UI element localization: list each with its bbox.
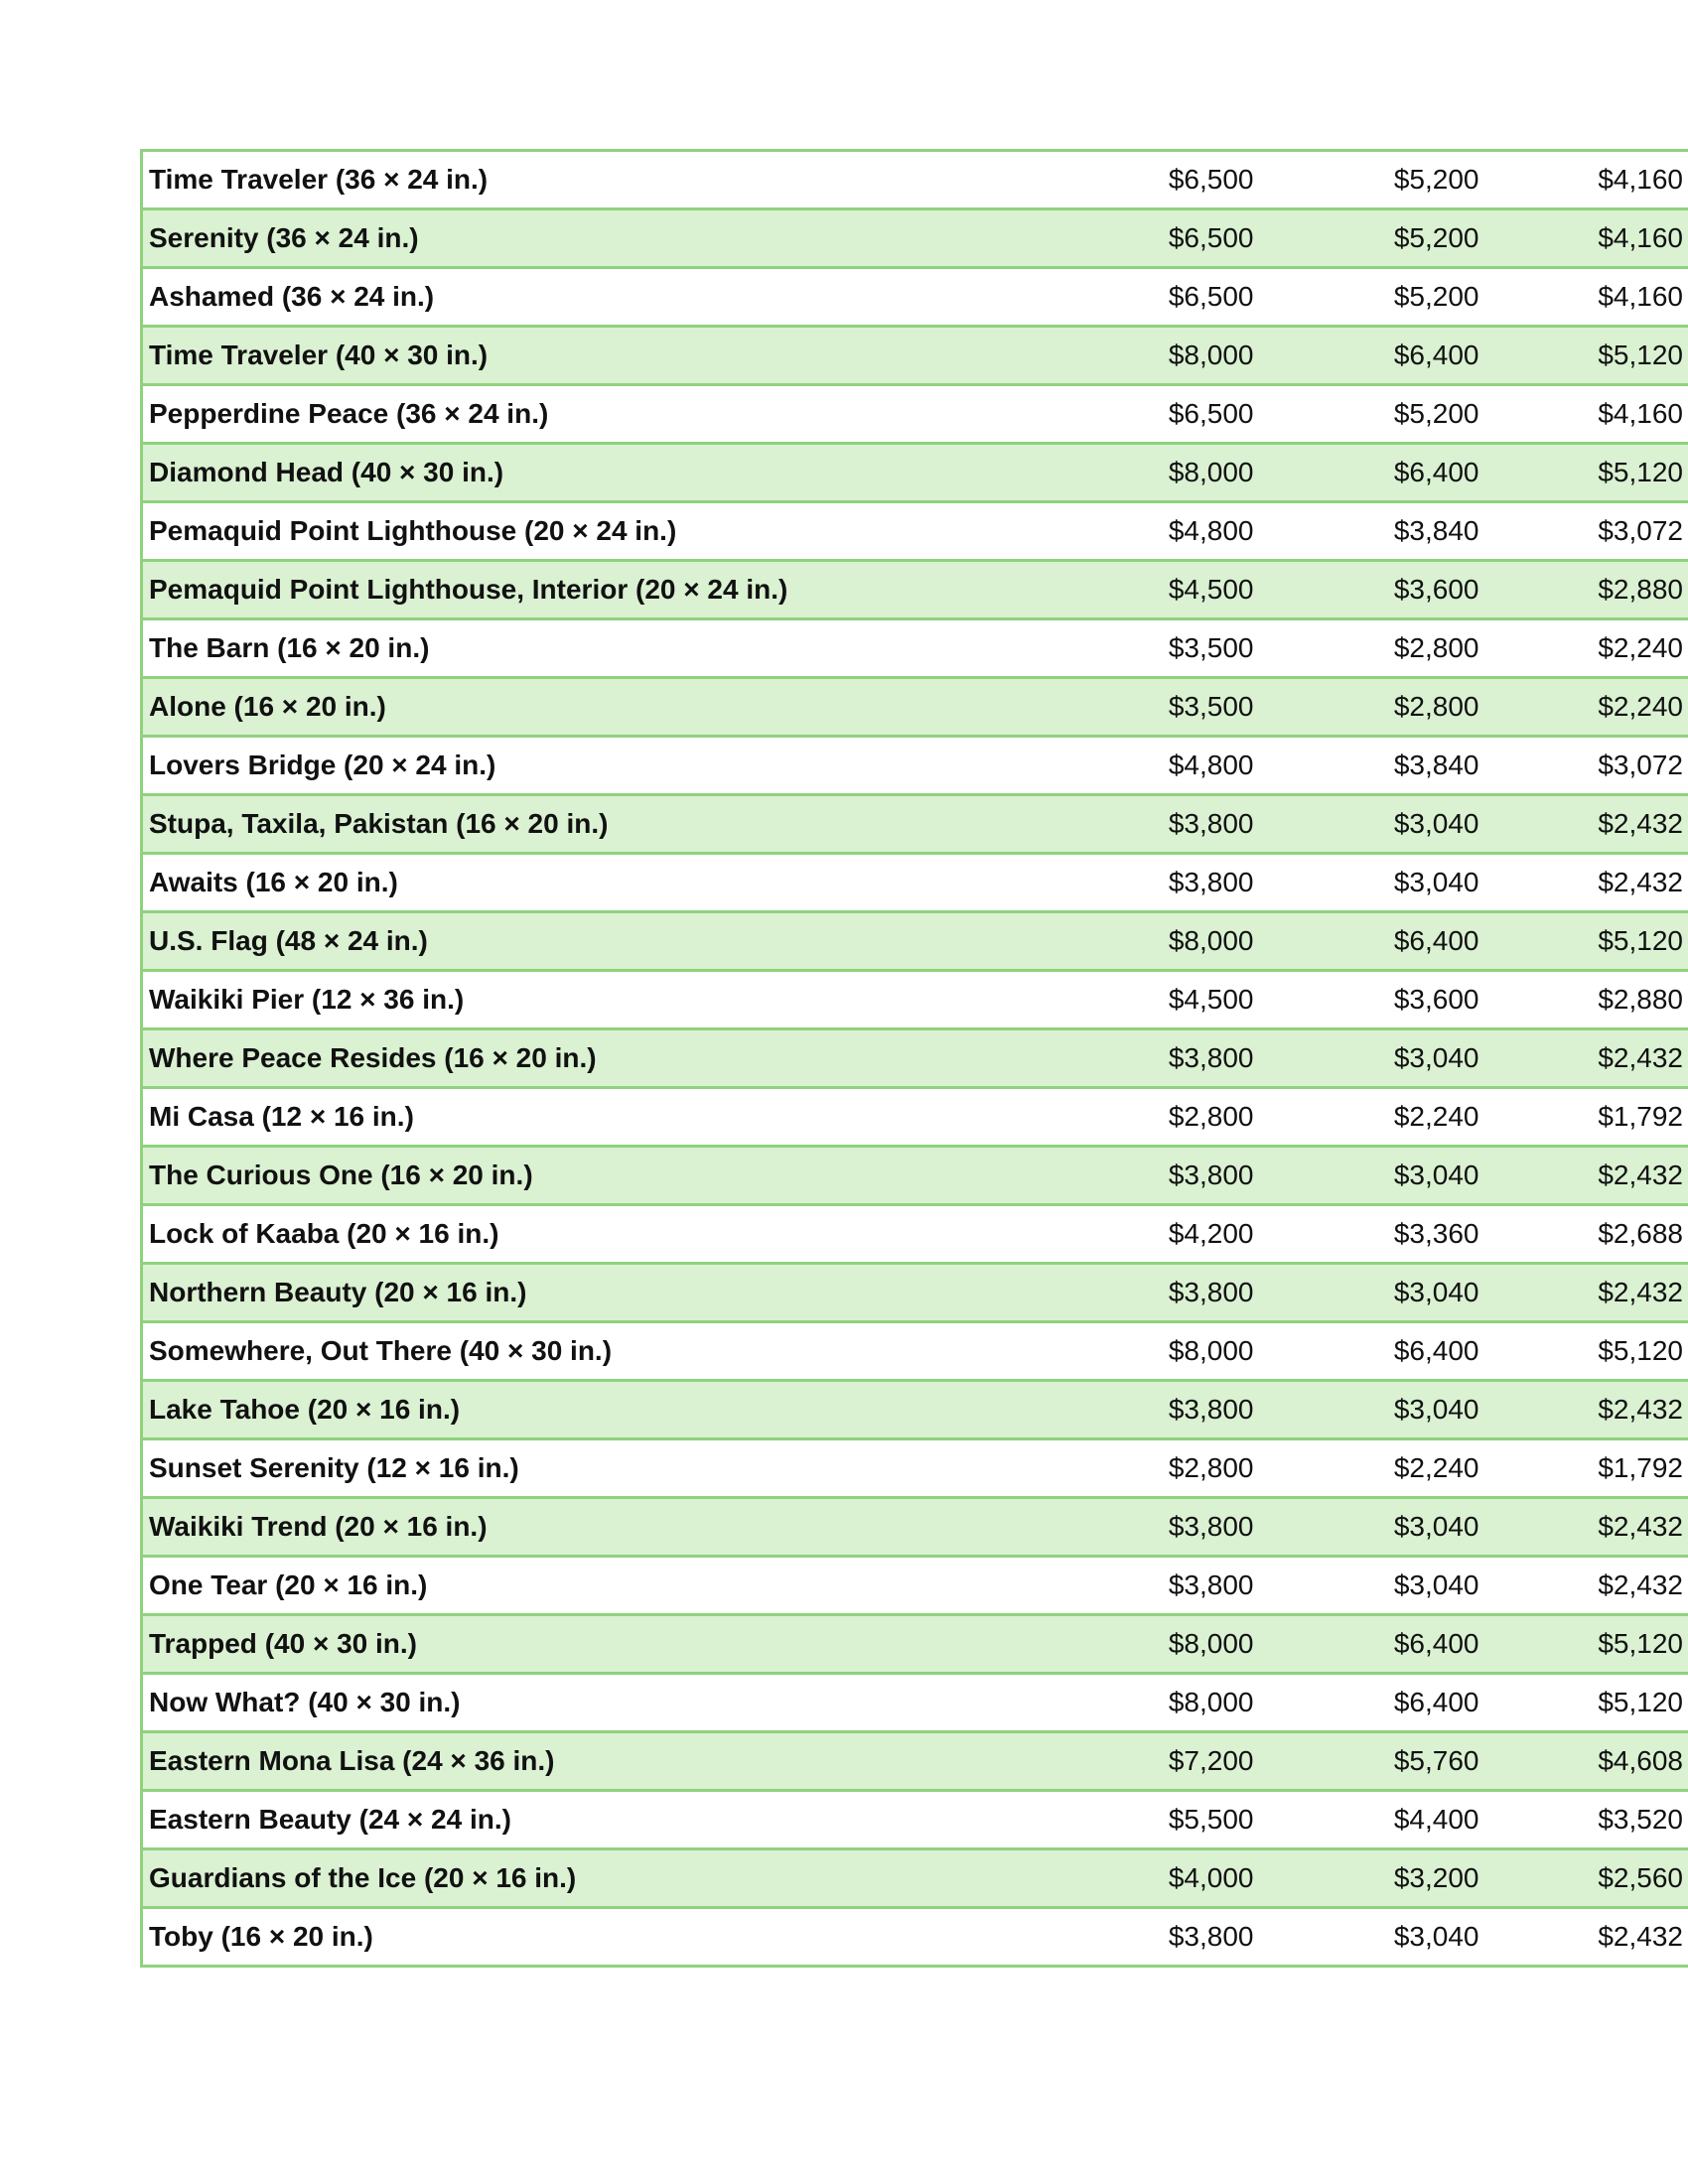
price-cell-3: $4,160 (1485, 268, 1688, 327)
price-cell-3: $1,792 (1485, 1088, 1688, 1147)
table-row (142, 1557, 1688, 1615)
table-row (142, 327, 1688, 385)
price-cell-3: $2,432 (1485, 1557, 1688, 1615)
artwork-title-cell: The Barn (16 × 20 in.) (142, 619, 992, 678)
table-row (142, 151, 1688, 209)
price-cell-1: $3,800 (992, 1381, 1260, 1439)
price-cell-3: $4,160 (1485, 385, 1688, 444)
price-cell-3: $5,120 (1485, 1615, 1688, 1674)
table-row (142, 678, 1688, 737)
price-cell-2: $3,840 (1260, 737, 1485, 795)
price-cell-1: $4,800 (992, 737, 1260, 795)
table-row (142, 737, 1688, 795)
price-cell-1: $3,800 (992, 1498, 1260, 1557)
artwork-title-cell: Trapped (40 × 30 in.) (142, 1615, 992, 1674)
price-cell-2: $3,040 (1260, 1908, 1485, 1967)
table-row (142, 268, 1688, 327)
table-row (142, 1791, 1688, 1849)
price-cell-2: $3,040 (1260, 1147, 1485, 1205)
price-cell-1: $6,500 (1168, 164, 1254, 195)
table-row (142, 385, 1688, 444)
price-cell-3: $2,432 (1485, 1908, 1688, 1967)
price-cell-1: $3,800 (992, 1147, 1260, 1205)
price-cell-1: $4,000 (992, 1849, 1260, 1908)
artwork-title-cell: Now What? (40 × 30 in.) (142, 1674, 992, 1732)
price-cell-1: $8,000 (992, 1615, 1260, 1674)
artwork-title-cell: Lake Tahoe (20 × 16 in.) (142, 1381, 992, 1439)
price-cell-3: $2,240 (1485, 619, 1688, 678)
price-cell-2: $3,040 (1260, 1029, 1485, 1088)
price-cell-3: $5,120 (1485, 444, 1688, 502)
price-cell-1: $6,500 (992, 385, 1260, 444)
artwork-title-cell: The Curious One (16 × 20 in.) (142, 1147, 992, 1205)
price-cell-2: $5,200 (1260, 385, 1485, 444)
price-cell-2: $3,360 (1260, 1205, 1485, 1264)
artwork-title-cell: Ashamed (36 × 24 in.) (142, 268, 992, 327)
price-cell-3: $5,120 (1485, 327, 1688, 385)
price-cell-2: $6,400 (1260, 1322, 1485, 1381)
artwork-title-cell: Serenity (36 × 24 in.) (142, 209, 992, 268)
artwork-title-cell: Eastern Mona Lisa (24 × 36 in.) (142, 1732, 992, 1791)
price-cell-3: $2,432 (1485, 1264, 1688, 1322)
artwork-title-cell: Pepperdine Peace (36 × 24 in.) (142, 385, 992, 444)
price-cell-1: $5,500 (992, 1791, 1260, 1849)
price-cell-1: $4,500 (992, 971, 1260, 1029)
artwork-title-cell: Northern Beauty (20 × 16 in.) (142, 1264, 992, 1322)
price-cell-1: $8,000 (992, 327, 1260, 385)
price-cell-2: $3,040 (1260, 1557, 1485, 1615)
artwork-title-cell: Alone (16 × 20 in.) (142, 678, 992, 737)
table-row (142, 1322, 1688, 1381)
price-cell-1: $3,500 (992, 619, 1260, 678)
price-cell-3: $4,608 (1485, 1732, 1688, 1791)
price-cell-2: $2,240 (1260, 1088, 1485, 1147)
price-cell-3: $5,120 (1485, 1674, 1688, 1732)
price-table-body (142, 151, 1688, 1967)
price-cell-2: $6,400 (1260, 444, 1485, 502)
price-cell-2: $3,040 (1260, 795, 1485, 854)
table-row (142, 1205, 1688, 1264)
price-table (140, 149, 1688, 1968)
price-cell-2: $3,040 (1260, 1381, 1485, 1439)
table-row (142, 1381, 1688, 1439)
price-cell-1: $2,800 (992, 1088, 1260, 1147)
price-cell-3: $1,792 (1485, 1439, 1688, 1498)
price-cell-2: $2,240 (1260, 1439, 1485, 1498)
table-row (142, 561, 1688, 619)
artwork-title-cell: Diamond Head (40 × 30 in.) (142, 444, 992, 502)
price-cell-2: $3,200 (1260, 1849, 1485, 1908)
price-cell-1: $4,800 (992, 502, 1260, 561)
price-cell-1: $4,200 (992, 1205, 1260, 1264)
price-cell-3: $2,432 (1485, 1147, 1688, 1205)
price-cell-2: $3,040 (1260, 1498, 1485, 1557)
price-cell-2: $3,040 (1260, 1264, 1485, 1322)
price-cell-1: $8,000 (992, 444, 1260, 502)
price-cell-3: $4,160 (1598, 164, 1683, 195)
artwork-title-cell: One Tear (20 × 16 in.) (142, 1557, 992, 1615)
table-row (142, 1439, 1688, 1498)
artwork-title-cell: Awaits (16 × 20 in.) (142, 854, 992, 912)
price-cell-1: $6,500 (992, 268, 1260, 327)
table-row (142, 1615, 1688, 1674)
table-row (142, 1498, 1688, 1557)
price-cell-2: $3,840 (1260, 502, 1485, 561)
artwork-title-cell: Where Peace Resides (16 × 20 in.) (142, 1029, 992, 1088)
price-cell-1: $3,800 (992, 854, 1260, 912)
artwork-title-cell: Time Traveler (36 × 24 in.) (149, 164, 489, 195)
table-row (142, 209, 1688, 268)
price-cell-1: $3,500 (992, 678, 1260, 737)
artwork-title-cell: Mi Casa (12 × 16 in.) (142, 1088, 992, 1147)
price-cell-3: $2,432 (1485, 854, 1688, 912)
price-cell-3: $2,240 (1485, 678, 1688, 737)
table-row (142, 1674, 1688, 1732)
price-cell-1: $8,000 (992, 1674, 1260, 1732)
table-row (142, 912, 1688, 971)
price-cell-2: $2,800 (1260, 619, 1485, 678)
artwork-title-cell: Time Traveler (40 × 30 in.) (142, 327, 992, 385)
artwork-title-cell: Pemaquid Point Lighthouse (20 × 24 in.) (142, 502, 992, 561)
price-cell-1: $6,500 (992, 209, 1260, 268)
price-cell-3: $2,880 (1485, 971, 1688, 1029)
price-cell-1: $3,800 (992, 795, 1260, 854)
table-row (142, 1264, 1688, 1322)
price-cell-2: $3,040 (1260, 854, 1485, 912)
table-row (142, 619, 1688, 678)
price-cell-3: $2,560 (1485, 1849, 1688, 1908)
artwork-title-cell: Somewhere, Out There (40 × 30 in.) (142, 1322, 992, 1381)
artwork-title-cell: Eastern Beauty (24 × 24 in.) (142, 1791, 992, 1849)
price-cell-1: $2,800 (992, 1439, 1260, 1498)
price-cell-2: $5,200 (1260, 209, 1485, 268)
price-cell-3: $2,432 (1485, 1381, 1688, 1439)
table-row (142, 1088, 1688, 1147)
artwork-title-cell: Toby (16 × 20 in.) (142, 1908, 992, 1967)
price-cell-3: $5,120 (1485, 912, 1688, 971)
price-cell-2: $5,200 (1393, 164, 1479, 195)
price-cell-2: $2,800 (1260, 678, 1485, 737)
price-cell-2: $3,600 (1260, 971, 1485, 1029)
price-cell-3: $3,072 (1485, 737, 1688, 795)
price-cell-3: $3,520 (1485, 1791, 1688, 1849)
table-row (142, 1147, 1688, 1205)
price-cell-3: $2,432 (1485, 795, 1688, 854)
price-cell-1: $8,000 (992, 1322, 1260, 1381)
price-cell-3: $5,120 (1485, 1322, 1688, 1381)
table-row (142, 502, 1688, 561)
table-row (142, 1849, 1688, 1908)
artwork-title-cell: Lock of Kaaba (20 × 16 in.) (142, 1205, 992, 1264)
price-cell-1: $3,800 (992, 1029, 1260, 1088)
price-cell-2: $3,600 (1260, 561, 1485, 619)
artwork-title-cell: Guardians of the Ice (20 × 16 in.) (142, 1849, 992, 1908)
artwork-title-cell: Sunset Serenity (12 × 16 in.) (142, 1439, 992, 1498)
table-row (142, 971, 1688, 1029)
artwork-title-cell: Stupa, Taxila, Pakistan (16 × 20 in.) (142, 795, 992, 854)
price-cell-1: $3,800 (992, 1908, 1260, 1967)
table-row (142, 854, 1688, 912)
artwork-title-cell: Lovers Bridge (20 × 24 in.) (142, 737, 992, 795)
price-cell-1: $8,000 (992, 912, 1260, 971)
price-cell-3: $2,880 (1485, 561, 1688, 619)
table-row (142, 444, 1688, 502)
artwork-title-cell: Waikiki Pier (12 × 36 in.) (142, 971, 992, 1029)
price-cell-2: $6,400 (1260, 1674, 1485, 1732)
price-cell-1: $4,500 (992, 561, 1260, 619)
artwork-title-cell: Waikiki Trend (20 × 16 in.) (142, 1498, 992, 1557)
price-cell-3: $2,432 (1485, 1029, 1688, 1088)
price-cell-2: $4,400 (1260, 1791, 1485, 1849)
price-cell-1: $7,200 (992, 1732, 1260, 1791)
price-cell-2: $6,400 (1260, 327, 1485, 385)
price-cell-2: $6,400 (1260, 912, 1485, 971)
price-cell-1: $3,800 (992, 1264, 1260, 1322)
table-row (142, 1908, 1688, 1967)
table-row (142, 1029, 1688, 1088)
table-row (142, 1732, 1688, 1791)
price-cell-3: $3,072 (1485, 502, 1688, 561)
artwork-title-cell: Pemaquid Point Lighthouse, Interior (20 × 24 in.) (142, 561, 992, 619)
price-cell-3: $2,688 (1485, 1205, 1688, 1264)
price-cell-2: $6,400 (1260, 1615, 1485, 1674)
price-cell-1: $3,800 (992, 1557, 1260, 1615)
price-cell-2: $5,760 (1260, 1732, 1485, 1791)
price-cell-3: $4,160 (1485, 209, 1688, 268)
table-row (142, 795, 1688, 854)
artwork-title-cell: U.S. Flag (48 × 24 in.) (142, 912, 992, 971)
price-cell-2: $5,200 (1260, 268, 1485, 327)
price-cell-3: $2,432 (1485, 1498, 1688, 1557)
